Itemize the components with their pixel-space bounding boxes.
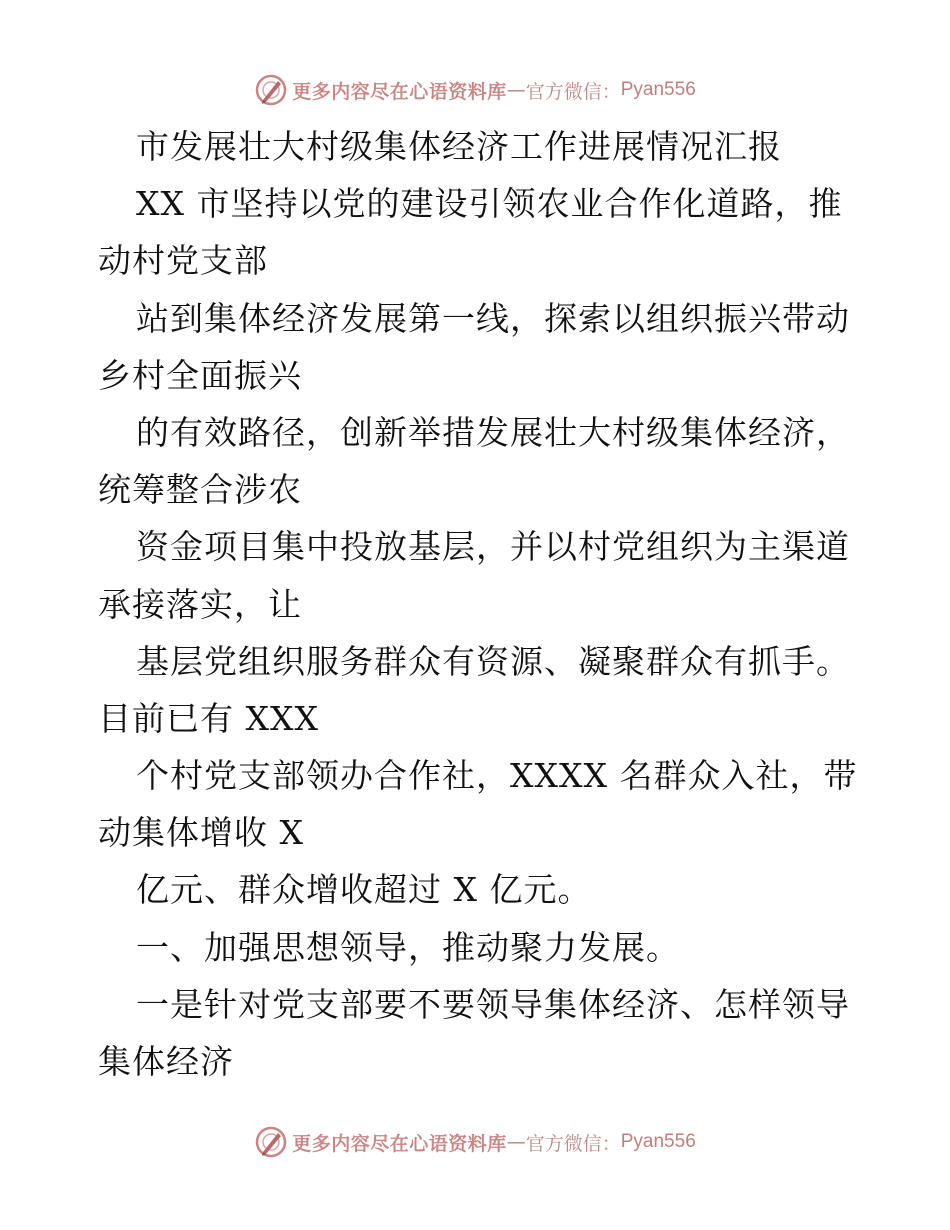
text-line: 动村党支部: [98, 241, 268, 281]
watermark-wechat-id: Pyan556: [620, 1131, 696, 1152]
watermark-separator: —: [506, 79, 526, 101]
text-line: 亿元、群众增收超过 X 亿元。: [136, 870, 592, 910]
text-line: 市发展壮大村级集体经济工作进展情况汇报: [136, 127, 782, 166]
text-line: 站到集体经济发展第一线，探索以组织振兴带动: [136, 298, 850, 338]
watermark-wechat-id: Pyan556: [620, 79, 696, 100]
watermark-label: 官方微信：: [525, 80, 621, 103]
text-line: 个村党支部领办合作社，XXXX 名群众入社，带: [136, 756, 858, 796]
watermark-label: 官方微信：: [525, 1132, 621, 1155]
text-line: 承接落实，让: [98, 584, 302, 624]
pen-logo-icon: [254, 1125, 288, 1159]
text-line: XX 市坚持以党的建设引领农业合作化道路，推: [136, 184, 843, 224]
text-line: 乡村全面振兴: [98, 355, 302, 395]
text-line: 资金项目集中投放基层，并以村党组织为主渠道: [136, 527, 850, 567]
text-line: 一是针对党支部要不要领导集体经济、怎样领导: [136, 984, 850, 1024]
watermark-footer: [0, 1122, 950, 1162]
pen-logo-icon: [254, 73, 288, 107]
text-line: 统筹整合涉农: [98, 470, 302, 510]
text-line: 集体经济: [98, 1042, 234, 1081]
watermark-main-text: 更多内容尽在心语资料库: [292, 80, 507, 103]
watermark-separator: —: [506, 1131, 526, 1153]
text-line: 目前已有 XXX: [98, 698, 319, 738]
text-line: 动集体增收 X: [98, 813, 304, 853]
document-body: [98, 118, 878, 1090]
text-line: 的有效路径，创新举措发展壮大村级集体经济，: [136, 412, 850, 452]
watermark-header: [0, 70, 950, 110]
watermark-main-text: 更多内容尽在心语资料库: [292, 1132, 507, 1155]
text-line: 一、加强思想领导，推动聚力发展。: [136, 927, 680, 967]
text-line: 基层党组织服务群众有资源、凝聚群众有抓手。: [136, 641, 850, 681]
